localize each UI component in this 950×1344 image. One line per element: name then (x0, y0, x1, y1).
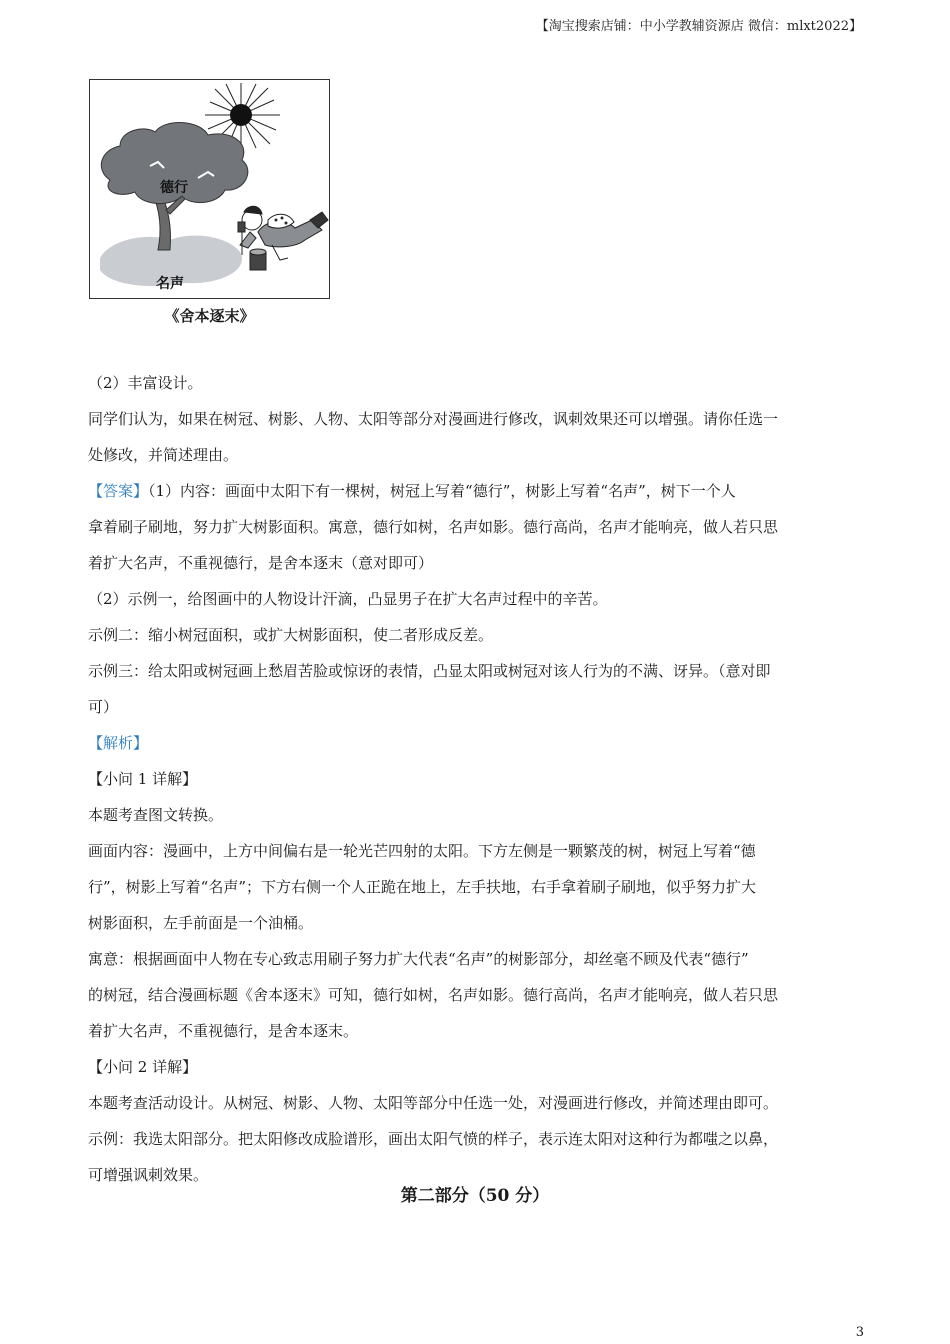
text-line (88, 797, 864, 833)
text-line (88, 437, 864, 473)
text-line (88, 725, 864, 761)
line-text: 【小问 2 详解】 (88, 1058, 198, 1076)
line-text: 着扩大名声，不重视德行，是舍本逐末。 (88, 1022, 359, 1040)
tree-label: 德行 (160, 180, 188, 196)
man-figure (238, 206, 328, 270)
text-line (88, 1013, 864, 1049)
line-text: （2）示例一，给图画中的人物设计汗滴，凸显男子在扩大名声过程中的辛苦。 (88, 590, 608, 608)
line-text: 的树冠，结合漫画标题《舍本逐末》可知，德行如树，名声如影。德行高尚，名声才能响亮，做人若只思 (88, 986, 779, 1004)
line-text: 示例：我选太阳部分。把太阳修改成脸谱形，画出太阳气愤的样子，表示连太阳对这种行为都嗤之以鼻， (88, 1130, 779, 1148)
text-line (88, 905, 864, 941)
line-text: 可增强讽刺效果。 (88, 1166, 209, 1184)
text-line (88, 941, 864, 977)
text-line (88, 509, 864, 545)
text-line (88, 833, 864, 869)
line-text: 着扩大名声，不重视德行，是舍本逐末（意对即可） (88, 554, 434, 572)
line-text: 处修改，并简述理由。 (88, 446, 239, 464)
line-text: 本题考查图文转换。 (88, 806, 224, 824)
line-text: （2）丰富设计。 (88, 374, 203, 392)
text-line (88, 653, 864, 689)
line-text: 本题考查活动设计。从树冠、树影、人物、太阳等部分中任选一处，对漫画进行修改，并简述理由即可。 (88, 1094, 779, 1112)
line-text: 同学们认为，如果在树冠、树影、人物、太阳等部分对漫画进行修改，讽刺效果还可以增强。请你任选一 (88, 410, 779, 428)
section-heading: 第二部分（50 分） (400, 1186, 550, 1206)
answer-content (88, 365, 864, 1193)
line-text: 寓意：根据画面中人物在专心致志用刷子努力扩大代表“名声”的树影部分，却丝毫不顾及代表“德行” (88, 950, 749, 968)
line-text: 行”，树影上写着“名声”；下方右侧一个人正跪在地上，左手扶地，右手拿着刷子刷地，似乎努力扩大 (88, 878, 757, 896)
text-line (88, 1085, 864, 1121)
text-line (88, 581, 864, 617)
text-line (88, 545, 864, 581)
figure-caption: 《舍本逐末》 (164, 307, 255, 325)
line-text: 树影面积，左手前面是一个油桶。 (88, 914, 314, 932)
line-text: （1）内容：画面中太阳下有一棵树，树冠上写着“德行”，树影上写着“名声”，树下一个人 (148, 482, 736, 500)
line-text: 示例二：缩小树冠面积，或扩大树影面积，使二者形成反差。 (88, 626, 494, 644)
line-text: 示例三：给太阳或树冠画上愁眉苦脸或惊讶的表情，凸显太阳或树冠对该人行为的不满、讶异。（意对即 (88, 662, 771, 680)
text-line (88, 473, 864, 509)
text-line (88, 365, 864, 401)
text-line (88, 977, 864, 1013)
page-number: 3 (855, 1325, 864, 1340)
text-line (88, 1049, 864, 1085)
cartoon-figure (89, 79, 330, 299)
line-text: 画面内容：漫画中，上方中间偏右是一轮光芒四射的太阳。下方左侧是一颗繁茂的树，树冠上写着“德 (88, 842, 756, 860)
line-text: 【小问 1 详解】 (88, 770, 198, 788)
line-text: 可） (88, 698, 119, 716)
shadow-label: 名声 (156, 276, 184, 292)
page-header: 【淘宝搜索店铺：中小学教辅资源店 微信：mlxt2022】 (535, 19, 862, 34)
analysis-tag: 【解析】 (88, 734, 149, 752)
line-text: 拿着刷子刷地，努力扩大树影面积。寓意，德行如树，名声如影。德行高尚，名声才能响亮，做人若只思 (88, 518, 779, 536)
answer-tag: 【答案】 (88, 482, 149, 500)
text-line (88, 761, 864, 797)
text-line (88, 869, 864, 905)
text-line (88, 617, 864, 653)
text-line (88, 689, 864, 725)
text-line (88, 401, 864, 437)
text-line (88, 1121, 864, 1157)
